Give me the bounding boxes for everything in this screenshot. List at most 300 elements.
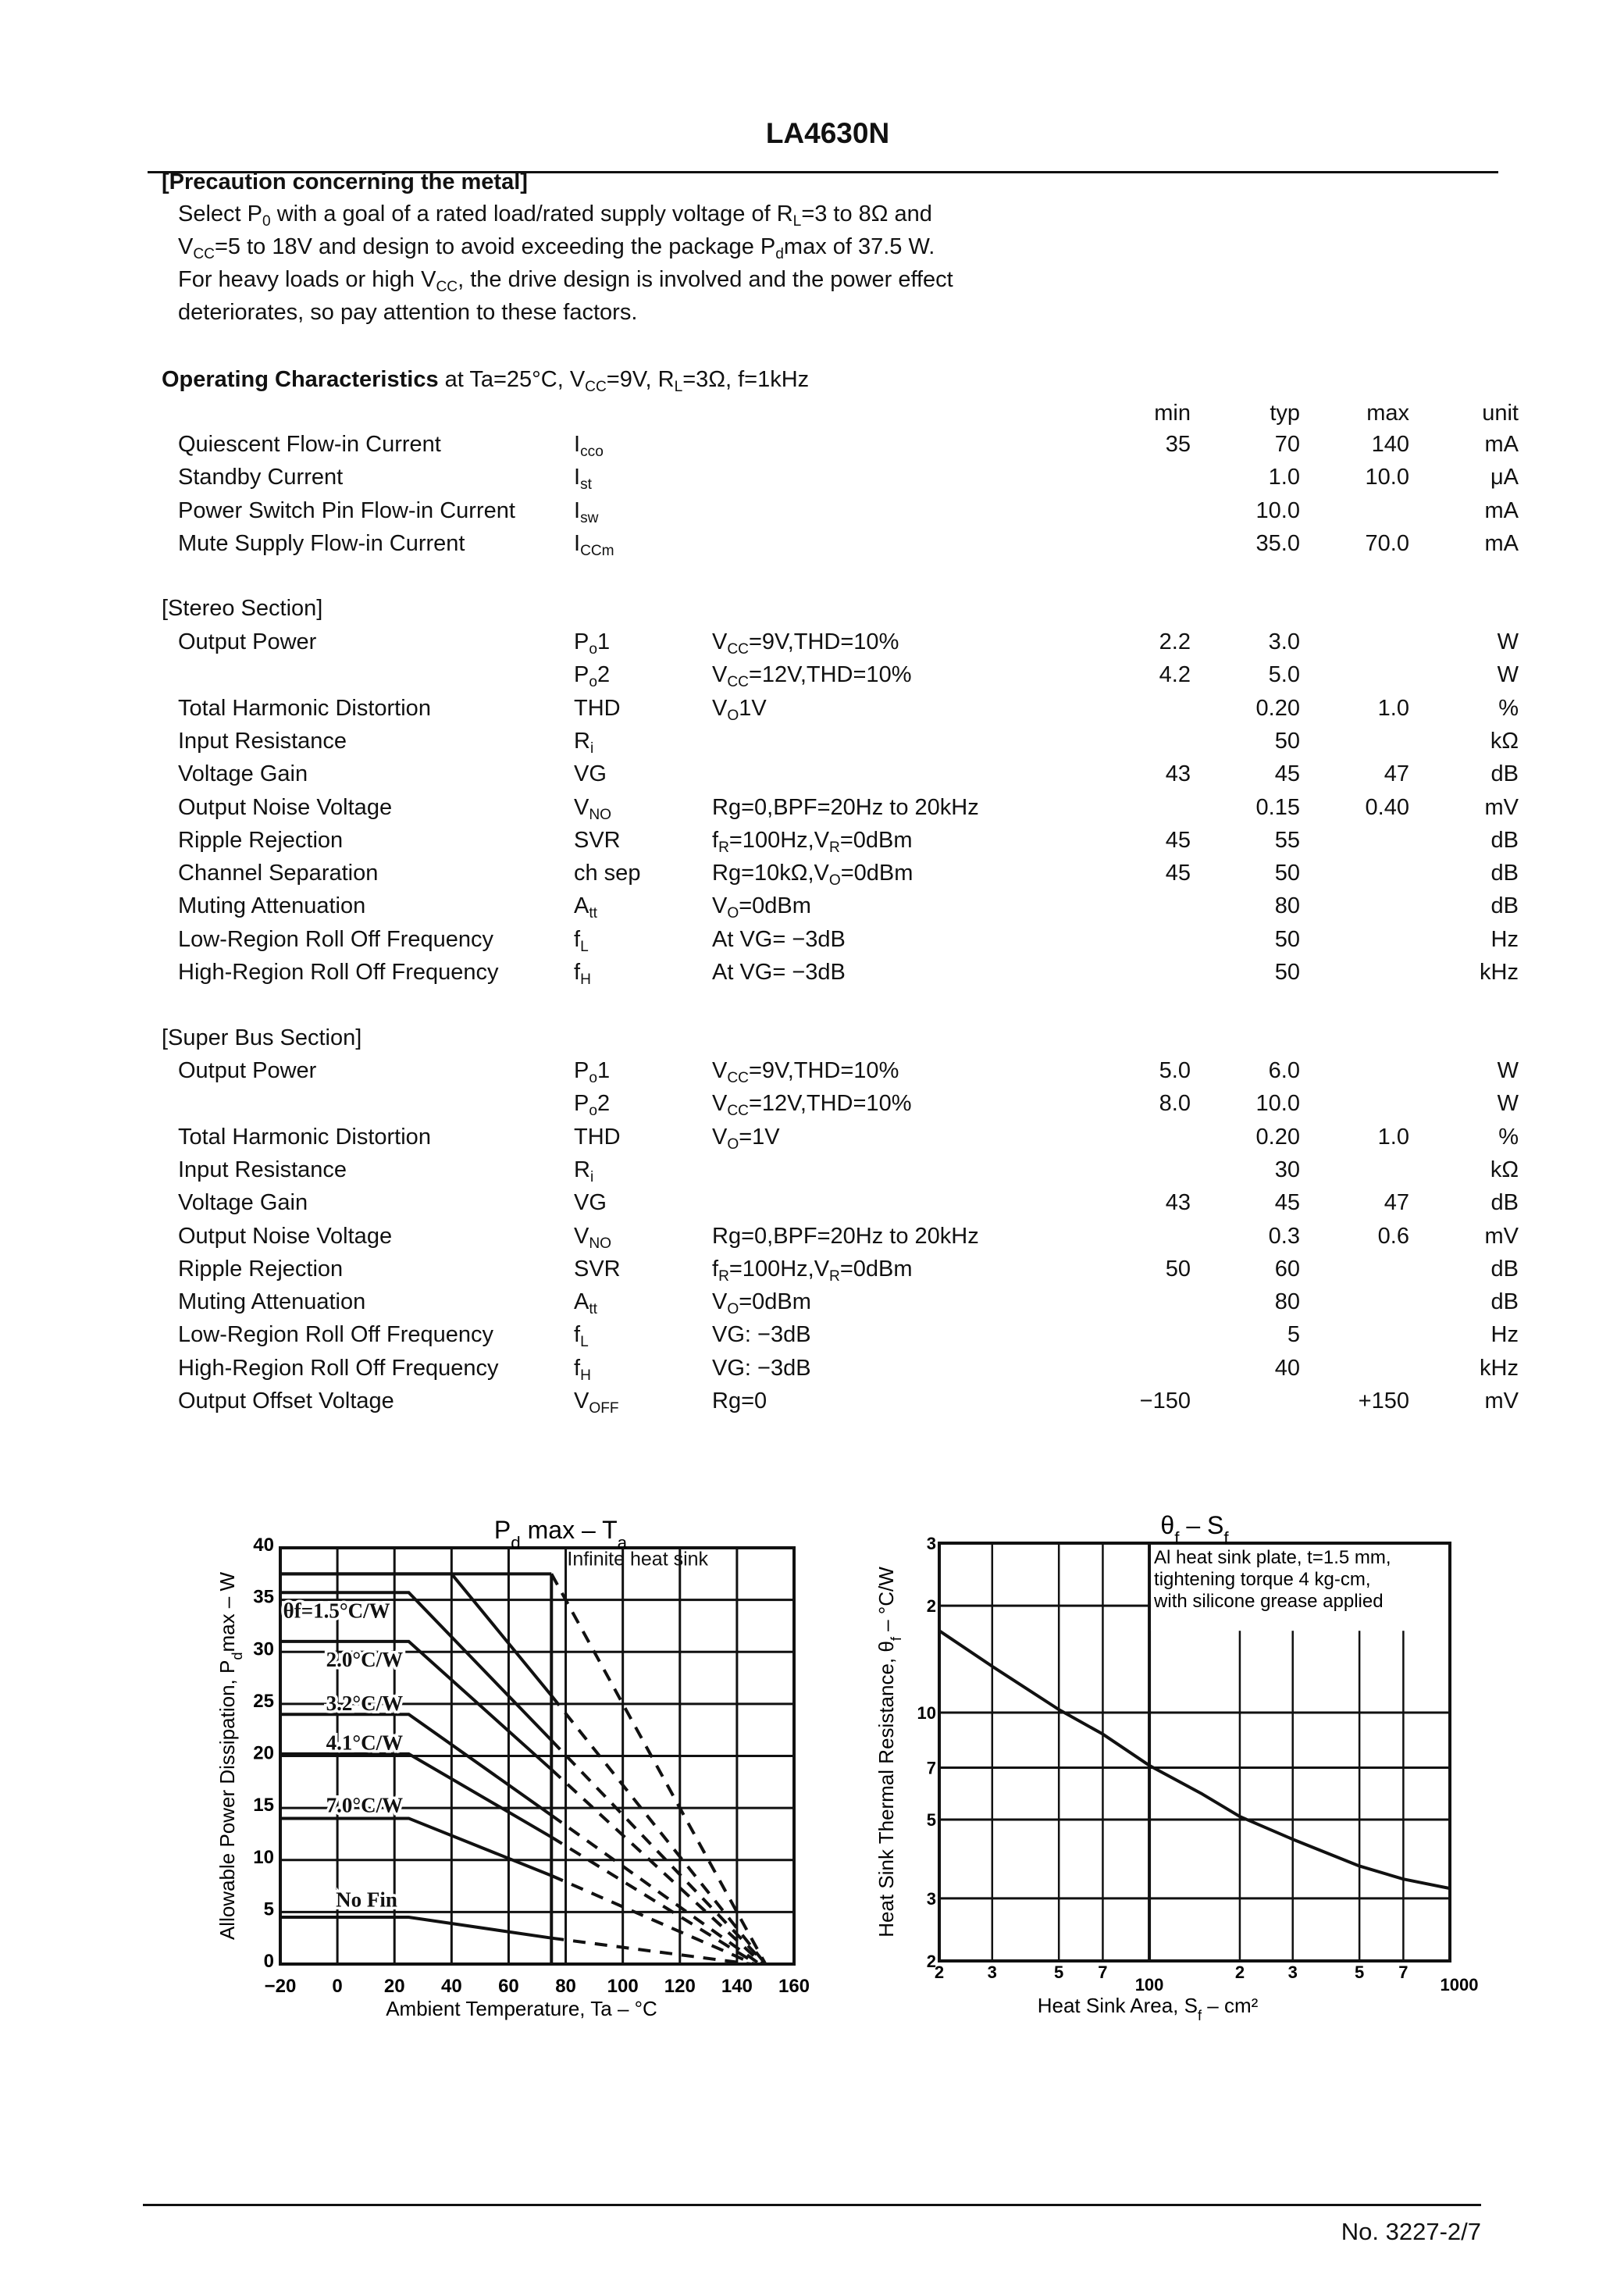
subscript: O: [727, 708, 739, 725]
value-typ: 30: [1274, 1157, 1300, 1182]
test-condition: [712, 1224, 979, 1250]
parameter-label: Output Noise Voltage: [178, 795, 393, 820]
value-min: −150: [1139, 1389, 1191, 1414]
parameter-symbol: [574, 1322, 589, 1351]
value-min: 43: [1165, 761, 1191, 786]
series-line-dashed: [551, 1574, 765, 1964]
value-max: 140: [1371, 432, 1409, 457]
parameter-label: Total Harmonic Distortion: [178, 1125, 431, 1150]
value-typ: 0.20: [1255, 696, 1300, 721]
subscript: L: [674, 379, 683, 396]
subscript: H: [580, 1367, 591, 1385]
text-part: SVR: [574, 828, 621, 853]
subscript: i: [589, 1169, 594, 1186]
value-unit: dB: [1490, 1289, 1519, 1314]
value-max: 70.0: [1365, 531, 1409, 556]
parameter-label: Voltage Gain: [178, 1190, 308, 1215]
annotation-text: Al heat sink plate, t=1.5 mm,: [1154, 1547, 1391, 1568]
parameter-symbol: [574, 662, 610, 691]
series-label: 3.2°C/W: [326, 1691, 404, 1715]
parameter-symbol: [574, 828, 621, 854]
text-part: deteriorates, so pay attention to these factors.: [178, 300, 638, 325]
y-tick-label: 10: [253, 1846, 274, 1868]
x-tick-label: 1000: [1440, 1975, 1479, 1995]
parameter-symbol: [574, 1257, 621, 1282]
parameter-symbol: [574, 1125, 621, 1150]
subscript: O: [727, 1136, 739, 1153]
test-condition: [712, 1289, 811, 1318]
parameter-symbol: [574, 1224, 611, 1253]
subscript: L: [580, 939, 589, 956]
x-tick-label: 100: [1134, 1975, 1164, 1995]
y-tick-label: 35: [253, 1586, 274, 1608]
col-header-typ: typ: [1270, 401, 1300, 426]
series-line-solid: [280, 1818, 551, 1875]
value-typ: 3.0: [1268, 629, 1300, 654]
value-min: 43: [1165, 1190, 1191, 1215]
subscript: O: [727, 905, 739, 922]
precaution-heading: [Precaution concerning the metal]: [162, 169, 528, 194]
precaution-line: [178, 300, 637, 326]
y-tick-label: 3: [926, 1888, 936, 1909]
subscript: CC: [727, 641, 749, 658]
text-part: =12V,THD=10%: [748, 662, 912, 687]
subscript: o: [589, 674, 597, 691]
parameter-label: Low-Region Roll Off Frequency: [178, 927, 494, 952]
text-part: I: [574, 465, 581, 490]
value-min: 5.0: [1159, 1058, 1191, 1083]
value-unit: mV: [1484, 1389, 1519, 1414]
subscript: O: [727, 1301, 739, 1318]
x-tick-label: 40: [440, 1976, 462, 1997]
text-part: V: [178, 234, 194, 259]
test-condition: [712, 927, 846, 953]
text-part: =100Hz,V: [728, 1257, 830, 1282]
text-part: f: [574, 1356, 581, 1381]
subscript: OFF: [589, 1400, 619, 1417]
parameter-label: Low-Region Roll Off Frequency: [178, 1322, 494, 1347]
text-part: =0dBm: [840, 861, 914, 886]
value-max: 47: [1384, 761, 1409, 786]
text-part: 2: [597, 1091, 611, 1116]
value-unit: W: [1497, 629, 1519, 654]
text-part: SVR: [574, 1257, 621, 1282]
series-line-dashed: [551, 1837, 757, 1964]
parameter-label: Voltage Gain: [178, 761, 308, 786]
text-part: Rg=0: [712, 1389, 767, 1414]
parameter-label: Output Offset Voltage: [178, 1389, 394, 1414]
text-part: THD: [574, 696, 621, 721]
text-part: with a goal of a rated load/rated supply voltage of R: [270, 201, 793, 226]
test-condition: [712, 629, 899, 658]
value-typ: 50: [1274, 960, 1300, 985]
subscript: o: [589, 1103, 597, 1120]
text-part: f: [712, 1257, 719, 1282]
parameter-symbol: [574, 498, 598, 527]
text-part: VG: [574, 761, 607, 786]
x-tick-label: 7: [1098, 1963, 1108, 1982]
parameter-symbol: [574, 1190, 607, 1216]
text-part: V: [712, 1125, 728, 1150]
test-condition: [712, 893, 811, 922]
parameter-label: Muting Attenuation: [178, 893, 366, 918]
text-part: Rg=0,BPF=20Hz to 20kHz: [712, 1224, 979, 1249]
parameter-label: High-Region Roll Off Frequency: [178, 1356, 499, 1381]
parameter-label: High-Region Roll Off Frequency: [178, 960, 499, 985]
parameter-symbol: [574, 960, 591, 989]
text-part: P: [574, 1058, 589, 1083]
subscript: O: [828, 872, 841, 889]
text-part: P: [493, 1516, 511, 1544]
thermal-resistance-vs-area-chart: [843, 1507, 1530, 2038]
value-unit: W: [1497, 1091, 1519, 1116]
value-typ: 50: [1274, 729, 1300, 754]
x-tick-label: 0: [332, 1976, 343, 1997]
series-label: θf=1.5°C/W: [283, 1599, 390, 1623]
y-axis-label: [215, 1572, 245, 1941]
value-typ: 0.3: [1268, 1224, 1300, 1249]
col-header-unit: unit: [1482, 401, 1519, 426]
parameter-symbol: [574, 927, 589, 956]
series-line-solid: [280, 1714, 551, 1815]
value-typ: 5: [1287, 1322, 1300, 1347]
x-tick-label: 160: [778, 1976, 810, 1997]
annotation-text: tightening torque 4 kg-cm,: [1154, 1569, 1371, 1590]
text-part: =9V,THD=10%: [748, 1058, 899, 1083]
series-label: No Fin: [336, 1888, 397, 1912]
text-part: f: [574, 927, 581, 952]
subscript: CC: [727, 1070, 749, 1087]
value-min: 8.0: [1159, 1091, 1191, 1116]
x-tick-label: 140: [721, 1976, 753, 1997]
subscript: tt: [589, 1301, 597, 1318]
precaution-line: [178, 234, 935, 263]
y-tick-label: 40: [253, 1535, 274, 1556]
text-part: f: [574, 1322, 581, 1347]
x-tick-label: 80: [555, 1976, 576, 1997]
text-part: 1: [597, 1058, 611, 1083]
subscript: R: [829, 840, 840, 857]
text-part: V: [574, 1389, 589, 1414]
parameter-symbol: [574, 696, 621, 722]
precaution-line: [178, 201, 932, 230]
text-part: Ambient Temperature, Ta – °C: [386, 1997, 657, 2020]
value-max: 1.0: [1377, 696, 1409, 721]
x-tick-label: 5: [1054, 1963, 1064, 1982]
text-part: 2: [597, 662, 611, 687]
text-part: =1V: [739, 1125, 780, 1150]
text-part: For heavy loads or high V: [178, 267, 436, 292]
value-typ: 50: [1274, 861, 1300, 886]
subscript: f: [1174, 1528, 1180, 1548]
annotation-text: with silicone grease applied: [1154, 1591, 1384, 1612]
subscript: NO: [589, 807, 612, 824]
text-part: – cm²: [1202, 1994, 1259, 2017]
value-min: 45: [1165, 828, 1191, 853]
test-condition: [712, 828, 913, 857]
value-unit: μA: [1490, 465, 1519, 490]
parameter-label: Output Power: [178, 1058, 317, 1083]
text-part: Rg=10kΩ,V: [712, 861, 829, 886]
parameter-symbol: [574, 1058, 610, 1087]
value-typ: 50: [1274, 927, 1300, 952]
text-part: f: [574, 960, 581, 985]
value-unit: W: [1497, 1058, 1519, 1083]
value-min: 50: [1165, 1257, 1191, 1282]
text-part: 1: [597, 629, 611, 654]
value-min: 2.2: [1159, 629, 1191, 654]
text-part: max of 37.5 W.: [783, 234, 935, 259]
value-max: +150: [1358, 1389, 1409, 1414]
x-tick-label: 3: [1287, 1963, 1298, 1982]
text-part: =0dBm: [839, 1257, 913, 1282]
value-unit: dB: [1490, 1190, 1519, 1215]
pd-max-vs-ta-chart: [211, 1507, 851, 2038]
text-part: =9V,THD=10%: [748, 629, 899, 654]
value-unit: mA: [1484, 432, 1519, 457]
x-tick-label: 60: [498, 1976, 519, 1997]
series-label: 4.1°C/W: [326, 1731, 404, 1755]
text-part: R: [574, 1157, 590, 1182]
value-unit: kHz: [1480, 960, 1519, 985]
value-max: 47: [1384, 1190, 1409, 1215]
text-part: P: [574, 629, 589, 654]
value-unit: dB: [1490, 893, 1519, 918]
x-tick-label: 2: [1234, 1963, 1245, 1982]
x-tick-label: 100: [607, 1976, 639, 1997]
text-part: ch sep: [574, 861, 641, 886]
parameter-label: Output Power: [178, 629, 317, 654]
x-tick-label: −20: [264, 1976, 297, 1997]
value-typ: 80: [1274, 1289, 1300, 1314]
text-part: Select P: [178, 201, 262, 226]
value-typ: 45: [1274, 761, 1300, 786]
value-max: 0.6: [1377, 1224, 1409, 1249]
y-tick-label: 3: [926, 1534, 936, 1553]
subscript: CC: [727, 1103, 749, 1120]
subscript: CC: [436, 279, 458, 296]
value-unit: %: [1498, 1125, 1519, 1150]
y-tick-label: 20: [253, 1742, 274, 1764]
subscript: L: [580, 1334, 589, 1351]
value-unit: kΩ: [1490, 729, 1519, 754]
col-header-min: min: [1154, 401, 1191, 426]
subscript: o: [589, 641, 597, 658]
parameter-label: Output Noise Voltage: [178, 1224, 393, 1249]
parameter-label: Total Harmonic Distortion: [178, 696, 431, 721]
value-unit: dB: [1490, 828, 1519, 853]
text-part: =9V, R: [606, 367, 675, 392]
test-condition: [712, 696, 767, 725]
test-condition: [712, 795, 979, 821]
text-part: VG: −3dB: [712, 1322, 811, 1347]
value-max: 0.40: [1365, 795, 1409, 820]
subscript: R: [718, 1268, 729, 1285]
subscript: d: [511, 1532, 521, 1553]
value-typ: 80: [1274, 893, 1300, 918]
text-part: I: [574, 498, 581, 523]
test-condition: [712, 1257, 913, 1285]
value-unit: kΩ: [1490, 1157, 1519, 1182]
value-unit: mV: [1484, 1224, 1519, 1249]
text-part: Heat Sink Area, S: [1037, 1994, 1198, 2017]
value-unit: mA: [1484, 531, 1519, 556]
y-tick-label: 30: [253, 1638, 274, 1660]
value-unit: dB: [1490, 1257, 1519, 1282]
parameter-label: Standby Current: [178, 465, 344, 490]
text-part: V: [712, 1091, 728, 1116]
text-part: =0dBm: [739, 893, 811, 918]
subscript: 0: [262, 213, 271, 230]
part-number-title: LA4630N: [765, 117, 890, 149]
text-part: At VG= −3dB: [712, 960, 846, 985]
value-typ: 35.0: [1255, 531, 1300, 556]
value-typ: 60: [1274, 1257, 1300, 1282]
subscript: sw: [580, 510, 599, 527]
page-number: No. 3227-2/7: [1341, 2218, 1481, 2245]
precaution-line: [178, 267, 953, 296]
value-min: 4.2: [1159, 662, 1191, 687]
text-part: I: [574, 432, 581, 457]
subscript: R: [829, 1268, 840, 1285]
text-part: =12V,THD=10%: [748, 1091, 912, 1116]
text-part: =3 to 8Ω and: [801, 201, 932, 226]
series-line-dashed: [551, 1770, 763, 1964]
parameter-label: Quiescent Flow-in Current: [178, 432, 441, 457]
x-tick-label: 20: [383, 1976, 405, 1997]
operating-characteristics-heading: [162, 367, 809, 396]
text-part: – °C/W: [874, 1567, 898, 1638]
x-tick-label: 120: [664, 1976, 696, 1997]
section-heading: [Super Bus Section]: [162, 1025, 362, 1050]
text-part: V: [574, 795, 589, 820]
subscript: o: [589, 1070, 597, 1087]
x-tick-label: 7: [1398, 1963, 1409, 1982]
value-unit: W: [1497, 662, 1519, 687]
text-part: =0dBm: [839, 828, 913, 853]
y-axis-label: [874, 1567, 904, 1938]
text-part: A: [574, 893, 589, 918]
text-part: I: [574, 531, 581, 556]
x-axis-label: [386, 1997, 657, 2020]
value-typ: 0.15: [1255, 795, 1300, 820]
value-typ: 10.0: [1255, 1091, 1300, 1116]
x-axis-label: [1038, 1994, 1259, 2023]
series-line: [939, 1631, 1450, 1888]
test-condition: [712, 1322, 811, 1348]
subscript: R: [718, 840, 729, 857]
value-unit: Hz: [1490, 927, 1519, 952]
heading-conditions: [438, 367, 810, 396]
test-condition: [712, 861, 913, 889]
text-part: At VG= −3dB: [712, 927, 846, 952]
value-min: 35: [1165, 432, 1191, 457]
text-part: VG: [574, 1190, 607, 1215]
text-part: =100Hz,V: [728, 828, 830, 853]
text-part: f: [712, 828, 719, 853]
text-part: V: [712, 1058, 728, 1083]
y-tick-label: 10: [917, 1703, 936, 1724]
parameter-label: Input Resistance: [178, 1157, 347, 1182]
y-tick-label: 7: [926, 1758, 936, 1778]
footer-rule: [143, 2204, 1481, 2206]
y-tick-label: 0: [263, 1951, 274, 1972]
subscript: cco: [580, 444, 604, 461]
value-typ: 40: [1274, 1356, 1300, 1381]
parameter-symbol: [574, 795, 611, 824]
parameter-symbol: [574, 432, 604, 461]
text-part: =3Ω, f=1kHz: [682, 367, 810, 392]
parameter-symbol: [574, 729, 593, 758]
text-part: V: [712, 662, 728, 687]
section-heading: [Stereo Section]: [162, 596, 323, 621]
value-max: 1.0: [1377, 1125, 1409, 1150]
value-typ: 55: [1274, 828, 1300, 853]
series-label: 2.0°C/W: [326, 1647, 404, 1671]
subscript: st: [580, 476, 592, 494]
subscript: CCm: [580, 543, 614, 560]
subscript: H: [580, 971, 591, 989]
value-typ: 10.0: [1255, 498, 1300, 523]
value-typ: 0.20: [1255, 1125, 1300, 1150]
x-tick-label: 5: [1354, 1963, 1365, 1982]
value-max: 10.0: [1365, 465, 1409, 490]
y-tick-label: 25: [253, 1690, 274, 1712]
subscript: tt: [589, 905, 597, 922]
text-part: – S: [1179, 1511, 1224, 1539]
parameter-symbol: [574, 861, 640, 886]
y-tick-label: 2: [926, 1596, 936, 1617]
text-part: 1V: [739, 696, 767, 721]
parameter-symbol: [574, 1356, 591, 1385]
y-tick-label: 5: [926, 1809, 936, 1830]
subscript: NO: [589, 1235, 612, 1253]
parameter-label: Power Switch Pin Flow-in Current: [178, 498, 515, 523]
text-part: V: [712, 1289, 728, 1314]
series-line-dashed: [551, 1741, 765, 1964]
test-condition: [712, 1356, 811, 1381]
parameter-symbol: [574, 531, 614, 560]
subscript: f: [1197, 2008, 1202, 2023]
value-typ: 45: [1274, 1190, 1300, 1215]
parameter-symbol: [574, 465, 592, 494]
heading-bold: Operating Characteristics: [162, 367, 439, 392]
parameter-symbol: [574, 1389, 619, 1417]
text-part: V: [712, 696, 728, 721]
value-typ: 70: [1274, 432, 1300, 457]
parameter-symbol: [574, 1091, 610, 1120]
y-tick-label: 2: [926, 1952, 936, 1971]
value-unit: dB: [1490, 761, 1519, 786]
x-tick-label: 3: [987, 1963, 997, 1982]
subscript: i: [589, 740, 594, 758]
subscript: d: [775, 246, 784, 263]
parameter-symbol: [574, 761, 607, 787]
text-part: VG: −3dB: [712, 1356, 811, 1381]
subscript: d: [230, 1652, 245, 1660]
series-label: Infinite heat sink: [567, 1548, 709, 1570]
text-part: at Ta=25°C, V: [438, 367, 586, 392]
text-part: A: [574, 1289, 589, 1314]
subscript: CC: [727, 674, 749, 691]
value-typ: 1.0: [1268, 465, 1300, 490]
text-part: θ: [1160, 1511, 1175, 1539]
text-part: V: [574, 1224, 589, 1249]
text-part: Heat Sink Thermal Resistance, θ: [874, 1641, 898, 1938]
parameter-label: Ripple Rejection: [178, 1257, 344, 1282]
text-part: V: [712, 893, 728, 918]
parameter-label: Channel Separation: [178, 861, 379, 886]
